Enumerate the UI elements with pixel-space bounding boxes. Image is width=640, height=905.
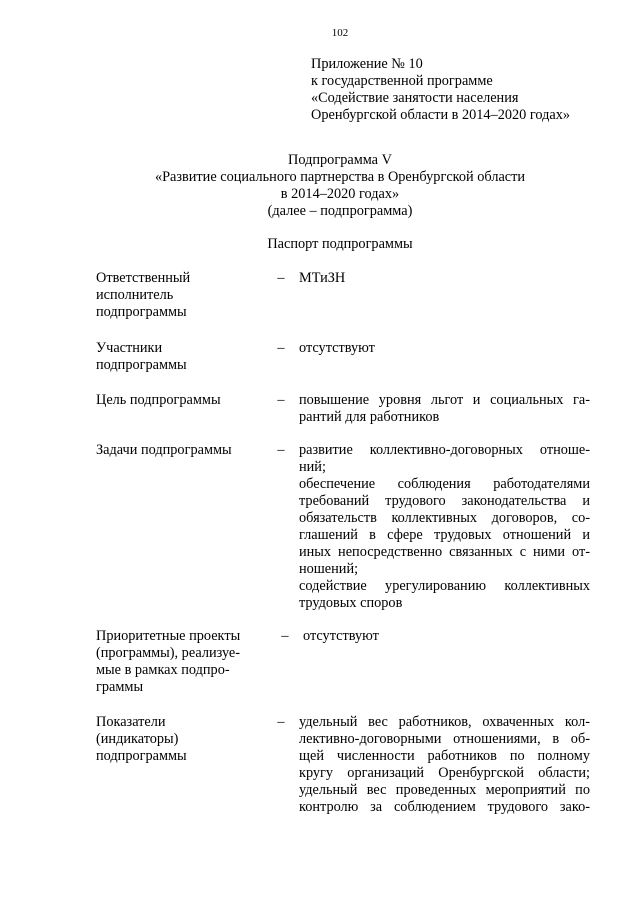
row-label [96,270,271,321]
value-line: развитие коллективно-договорных отноше- [299,442,590,458]
value-line: отсутствуют [303,628,379,644]
row-dash: – [277,714,285,730]
label-line: Ответственный [96,270,191,286]
appendix-line: к государственной программе [311,73,493,89]
appendix-line: Оренбургской области в 2014–2020 годах» [311,107,571,123]
value-line: удельный вес работников, охваченных кол- [299,714,590,730]
row-dash: – [277,392,285,408]
label-line: граммы [96,679,144,695]
label-line: (индикаторы) [96,731,179,747]
value-line: МТиЗН [299,270,346,286]
label-line: мые в рамках подпро- [96,662,230,678]
row-value [299,340,590,357]
value-line: удельный вес проведенных мероприятий по [299,782,590,798]
label-line: подпрограммы [96,304,187,320]
value-line: иных непосредственно связанных с ними от- [299,544,590,560]
page-number: 102 [331,27,349,39]
value-line: содействие урегулированию коллективных [299,578,590,594]
label-line: подпрограммы [96,357,187,373]
passport-title: Паспорт подпрограммы [267,236,413,252]
value-line: обязательств коллективных договоров, со- [299,510,590,526]
value-line: ношений; [299,561,359,577]
label-line: исполнитель [96,287,174,303]
appendix-line: «Содействие занятости населения [311,90,519,106]
row-label [96,628,271,696]
row-value [299,714,590,816]
value-line: кругу организаций Оренбургской области; [299,765,590,781]
row-label [96,714,271,765]
appendix-line: Приложение № 10 [311,56,423,72]
label-line: Задачи подпрограммы [96,442,232,458]
heading-line: (далее – подпрограмма) [267,203,413,219]
heading-line: в 2014–2020 годах» [280,186,400,202]
label-line: подпрограммы [96,748,187,764]
label-line: Приоритетные проекты [96,628,241,644]
row-dash: – [277,340,285,356]
row-dash: – [277,442,285,458]
value-line: контролю за соблюдением трудового зако- [299,799,590,815]
label-line: (программы), реализуе- [96,645,241,661]
row-dash: – [277,270,285,286]
value-line: требований трудового законодательства и [299,493,590,509]
value-line: лективно-договорными отношениями, в об- [299,731,590,747]
row-value [299,392,590,426]
value-line: глашений в сфере трудовых отношений и [299,527,590,543]
subprogram-heading [90,152,590,220]
label-line: Участники [96,340,163,356]
row-value [303,628,594,645]
row-dash: – [281,628,289,644]
value-line: ний; [299,459,326,475]
row-value [299,442,590,612]
value-line: щей численности работников по полному [299,748,590,764]
heading-line: «Развитие социального партнерства в Оренбургской области [154,169,526,185]
value-line: рантий для работников [299,409,440,425]
value-line: трудовых споров [299,595,403,611]
appendix-header [311,56,570,124]
value-line: обеспечение соблюдения работодателями [299,476,590,492]
row-value [299,270,590,287]
value-line: отсутствуют [299,340,375,356]
label-line: Показатели [96,714,166,730]
value-line: повышение уровня льгот и социальных га- [299,392,590,408]
row-label [96,442,271,459]
label-line: Цель подпрограммы [96,392,221,408]
row-label [96,340,271,374]
row-label [96,392,271,409]
heading-line: Подпрограмма V [288,152,392,168]
